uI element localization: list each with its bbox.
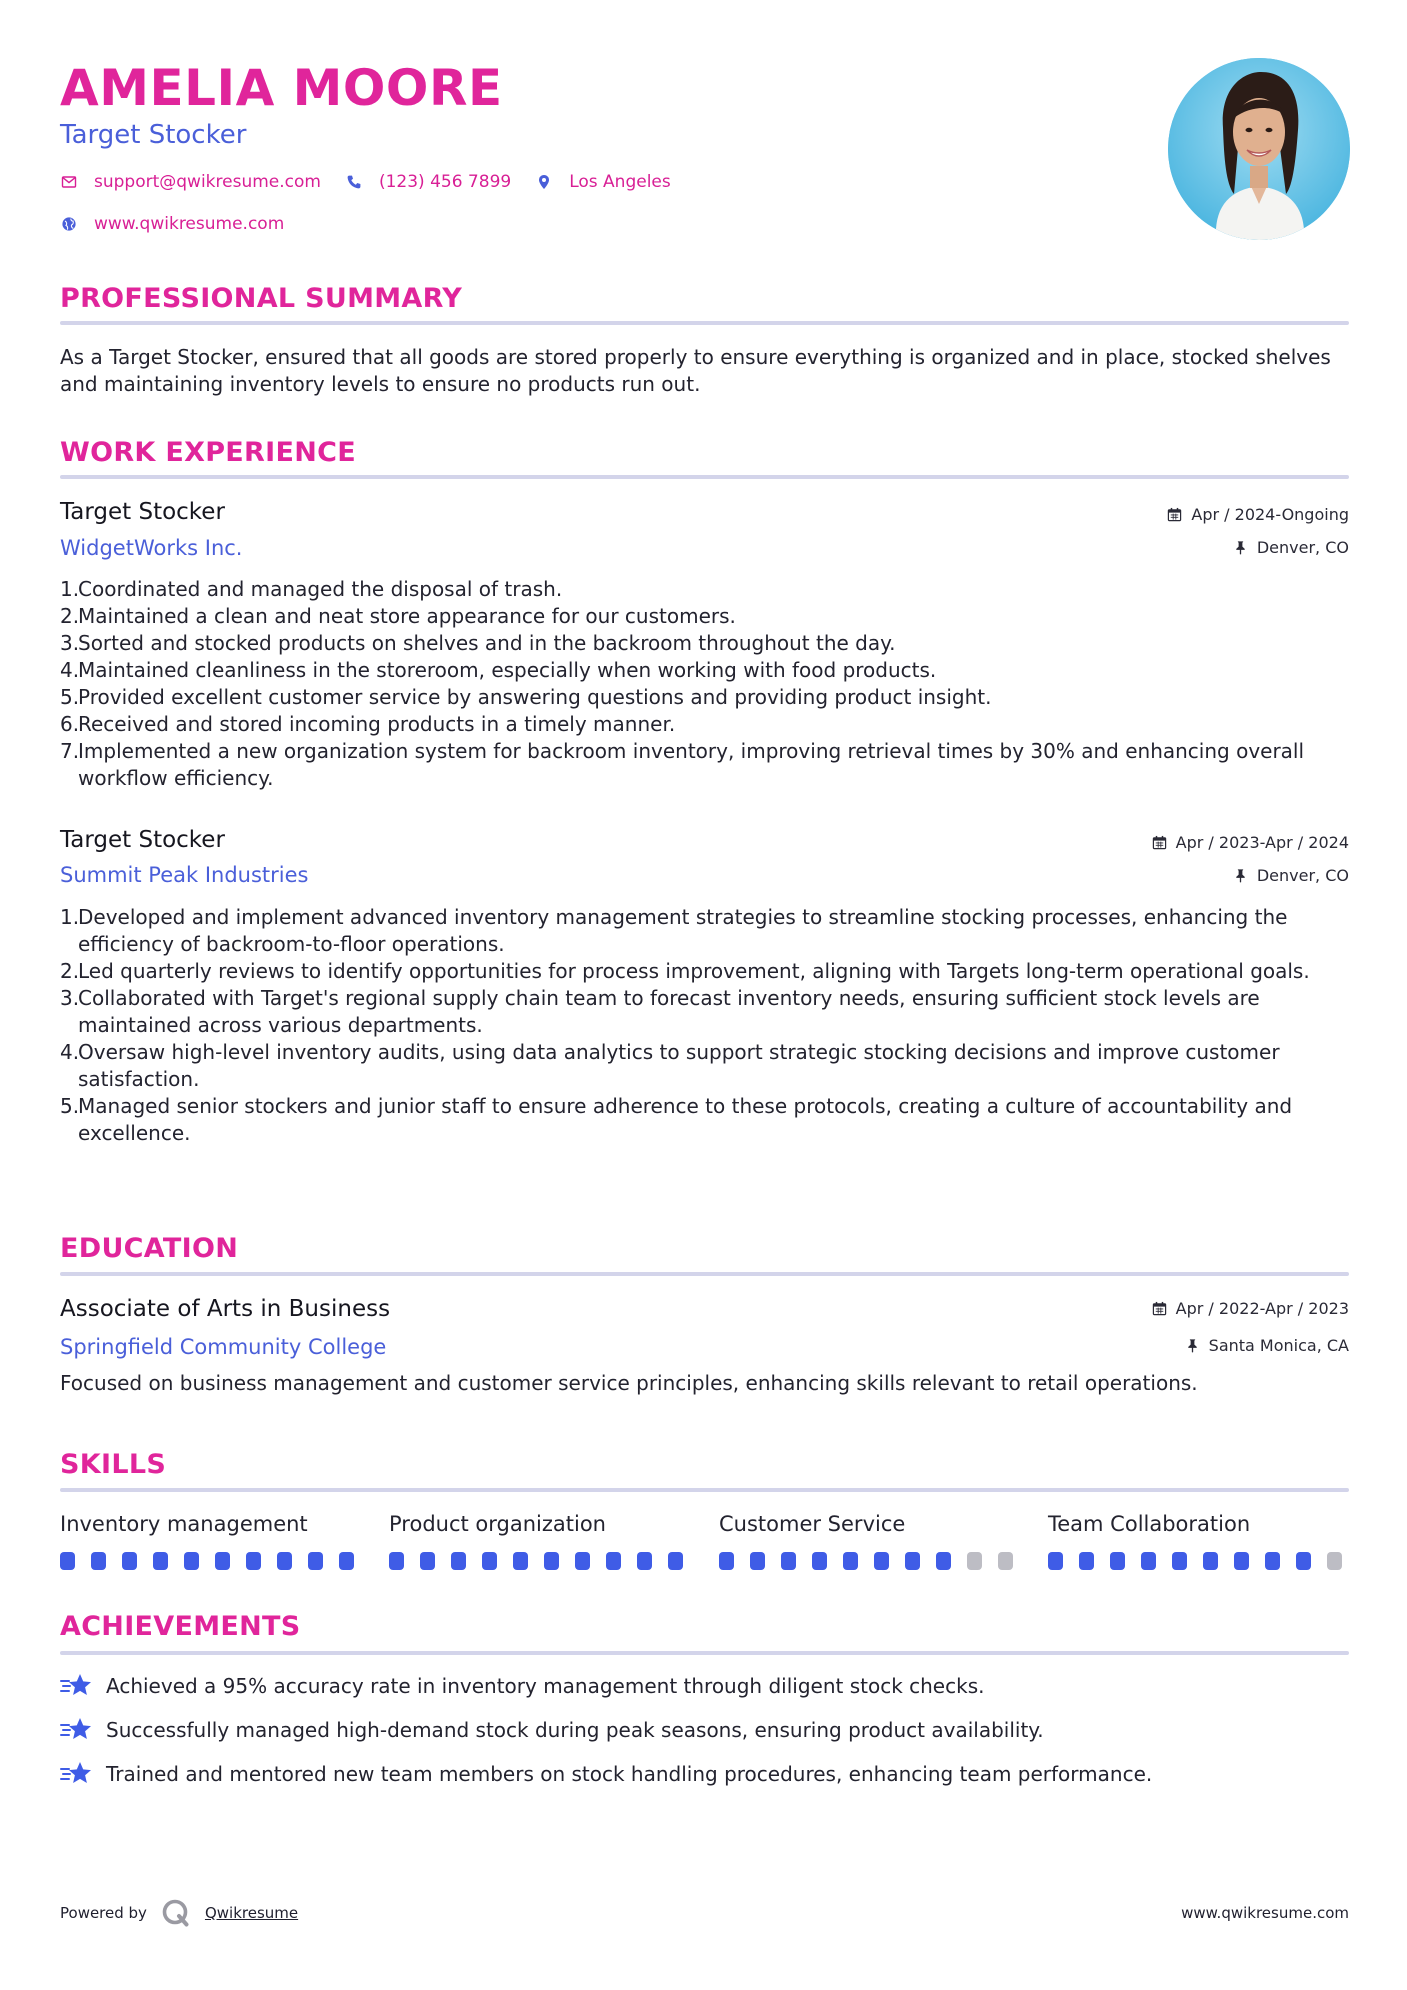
- skill-dot-filled: [843, 1552, 858, 1570]
- brand-link[interactable]: Qwikresume: [204, 1904, 299, 1922]
- list-item: 6. Received and stored incoming products in a timely manner.: [60, 712, 676, 736]
- summary-divider: [60, 321, 1349, 325]
- skill-dot-filled: [812, 1552, 827, 1570]
- achievement-text: Successfully managed high-demand stock during peak seasons, ensuring product availability.: [106, 1717, 1044, 1742]
- contact-location: [535, 172, 671, 192]
- skill-dot-filled: [246, 1552, 261, 1570]
- candidate-name: AMELIA MOORE: [60, 59, 503, 117]
- education-divider: [60, 1272, 1349, 1276]
- achievement-item: [60, 1716, 1044, 1744]
- phone-icon: [345, 173, 363, 191]
- achievements-divider: [60, 1651, 1349, 1655]
- skill-dot-filled: [1265, 1552, 1280, 1570]
- skill-dot-filled: [482, 1552, 497, 1570]
- skill-dot-filled: [513, 1552, 528, 1570]
- skill-dot-filled: [184, 1552, 199, 1570]
- envelope-icon: [60, 173, 78, 191]
- skill-dot-filled: [936, 1552, 951, 1570]
- skill-dot-filled: [1110, 1552, 1125, 1570]
- skill-dot-filled: [637, 1552, 652, 1570]
- skill-dot-filled: [91, 1552, 106, 1570]
- skill-rating: [719, 1552, 1019, 1570]
- skill-rating: [1048, 1552, 1348, 1570]
- skill-dot-filled: [153, 1552, 168, 1570]
- list-item: 3. Sorted and stocked products on shelves and in the backroom throughout the day.: [60, 631, 896, 655]
- summary-heading: PROFESSIONAL SUMMARY: [60, 283, 463, 314]
- skill-dot-empty: [967, 1552, 982, 1570]
- qwikresume-logo-icon: [161, 1898, 191, 1928]
- skill-name: Inventory management: [60, 1512, 308, 1536]
- email-text: support@qwikresume.com: [94, 172, 321, 192]
- skill-dot-empty: [1327, 1552, 1342, 1570]
- skill-item: [389, 1510, 689, 1570]
- skill-dot-filled: [60, 1552, 75, 1570]
- job-responsibilities: [60, 904, 1349, 1147]
- education-dates-text: Apr / 2022-Apr / 2023: [1175, 1299, 1349, 1318]
- skill-dot-empty: [998, 1552, 1013, 1570]
- job-location-text: Denver, CO: [1256, 866, 1349, 885]
- skill-dot-filled: [1203, 1552, 1218, 1570]
- contact-row-primary: [60, 172, 695, 192]
- skill-dot-filled: [750, 1552, 765, 1570]
- degree-title: Associate of Arts in Business: [60, 1296, 391, 1322]
- skill-dot-filled: [1172, 1552, 1187, 1570]
- list-item: 7. Implemented a new organization system for backroom inventory, improving retrieval times by 30% and enhancing overall workflow efficiency.: [60, 739, 1305, 790]
- skill-dot-filled: [215, 1552, 230, 1570]
- star-icon: [60, 1672, 94, 1700]
- list-item: 5. Provided excellent customer service by answering questions and providing product insight.: [60, 685, 992, 709]
- skill-rating: [60, 1552, 360, 1570]
- skill-dot-filled: [308, 1552, 323, 1570]
- skill-name: Team Collaboration: [1048, 1512, 1251, 1536]
- achievements-heading: ACHIEVEMENTS: [60, 1611, 301, 1642]
- pushpin-icon: [1233, 868, 1249, 884]
- skill-dot-filled: [719, 1552, 734, 1570]
- phone-text: (123) 456 7899: [378, 172, 512, 192]
- location-text: Los Angeles: [569, 172, 671, 192]
- skill-dot-filled: [1296, 1552, 1311, 1570]
- skill-dot-filled: [389, 1552, 404, 1570]
- contact-phone[interactable]: [345, 172, 511, 192]
- contact-email[interactable]: [60, 172, 321, 192]
- list-item: 4. Oversaw high-level inventory audits, using data analytics to support strategic stocking decisions and improve customer satisfaction.: [60, 1040, 1280, 1091]
- footer-branding: [60, 1898, 298, 1928]
- summary-text: As a Target Stocker, ensured that all goods are stored properly to ensure everything is organized and in place, stocked shelves and maintaining inventory levels to ensure no products run out.: [60, 345, 1331, 396]
- skill-dot-filled: [668, 1552, 683, 1570]
- experience-divider: [60, 475, 1349, 479]
- skill-dot-filled: [1141, 1552, 1156, 1570]
- education-location: [1185, 1335, 1349, 1357]
- skill-item: [719, 1510, 1019, 1570]
- skill-rating: [389, 1552, 689, 1570]
- job-title: Target Stocker: [60, 827, 225, 853]
- job-dates: [1167, 504, 1349, 526]
- profile-photo: [1168, 58, 1350, 240]
- education-heading: EDUCATION: [60, 1233, 239, 1264]
- pushpin-icon: [1185, 1338, 1201, 1354]
- calendar-icon: [1167, 507, 1183, 523]
- skills-divider: [60, 1488, 1349, 1492]
- achievement-item: [60, 1672, 984, 1700]
- school-name: Springfield Community College: [60, 1335, 387, 1359]
- list-item: 2. Led quarterly reviews to identify opportunities for process improvement, aligning with Targets long-term operational goals.: [60, 959, 1310, 983]
- education-dates: [1152, 1298, 1349, 1320]
- skill-dot-filled: [781, 1552, 796, 1570]
- job-title: Target Stocker: [60, 499, 225, 525]
- skill-dot-filled: [606, 1552, 621, 1570]
- education-description: Focused on business management and customer service principles, enhancing skills relevant to retail operations.: [60, 1371, 1198, 1395]
- star-icon: [60, 1716, 94, 1744]
- website-text: www.qwikresume.com: [94, 214, 285, 234]
- skill-dot-filled: [122, 1552, 137, 1570]
- contact-row-secondary: [60, 214, 308, 234]
- achievement-item: [60, 1760, 1152, 1788]
- job-location: [1233, 865, 1349, 887]
- globe-icon: [60, 215, 78, 233]
- skill-item: [1048, 1510, 1348, 1570]
- powered-by-text: Powered by: [60, 1904, 147, 1922]
- skill-dot-filled: [544, 1552, 559, 1570]
- skill-dot-filled: [874, 1552, 889, 1570]
- skill-name: Customer Service: [719, 1512, 906, 1536]
- achievement-text: Trained and mentored new team members on stock handling procedures, enhancing team performance.: [106, 1761, 1153, 1786]
- calendar-icon: [1152, 835, 1168, 851]
- skill-name: Product organization: [389, 1512, 606, 1536]
- footer-url[interactable]: www.qwikresume.com: [1181, 1904, 1349, 1922]
- skill-item: [60, 1510, 360, 1570]
- star-icon: [60, 1760, 94, 1788]
- job-dates-text: Apr / 2023-Apr / 2024: [1175, 833, 1349, 852]
- skill-dot-filled: [420, 1552, 435, 1570]
- list-item: 3. Collaborated with Target's regional supply chain team to forecast inventory needs, ensuring sufficient stock levels are maintained across various departments.: [60, 986, 1260, 1037]
- list-item: 1. Developed and implement advanced inventory management strategies to streamline stocking processes, enhancing the efficiency of backroom-to-floor operations.: [60, 905, 1288, 956]
- skill-dot-filled: [451, 1552, 466, 1570]
- job-location-text: Denver, CO: [1256, 538, 1349, 557]
- job-company: WidgetWorks Inc.: [60, 536, 243, 560]
- skill-dot-filled: [1079, 1552, 1094, 1570]
- skill-dot-filled: [905, 1552, 920, 1570]
- experience-heading: WORK EXPERIENCE: [60, 437, 356, 468]
- contact-website[interactable]: [60, 214, 284, 234]
- job-responsibilities: [60, 576, 1349, 792]
- list-item: 4. Maintained cleanliness in the storeroom, especially when working with food products.: [60, 658, 937, 682]
- job-dates: [1152, 832, 1349, 854]
- calendar-icon: [1152, 1301, 1168, 1317]
- pushpin-icon: [1233, 540, 1249, 556]
- skills-heading: SKILLS: [60, 1449, 167, 1480]
- skill-dot-filled: [339, 1552, 354, 1570]
- skill-dot-filled: [1234, 1552, 1249, 1570]
- map-pin-icon: [535, 173, 553, 191]
- job-company: Summit Peak Industries: [60, 863, 309, 887]
- achievement-text: Achieved a 95% accuracy rate in inventory management through diligent stock checks.: [106, 1673, 985, 1698]
- list-item: 2. Maintained a clean and neat store appearance for our customers.: [60, 604, 736, 628]
- skill-dot-filled: [1048, 1552, 1063, 1570]
- job-dates-text: Apr / 2024-Ongoing: [1191, 505, 1349, 524]
- skill-dot-filled: [277, 1552, 292, 1570]
- skill-dot-filled: [575, 1552, 590, 1570]
- education-location-text: Santa Monica, CA: [1208, 1336, 1349, 1355]
- list-item: 5. Managed senior stockers and junior staff to ensure adherence to these protocols, creating a culture of accountability and excellence.: [60, 1094, 1293, 1145]
- list-item: 1. Coordinated and managed the disposal of trash.: [60, 577, 563, 601]
- job-location: [1233, 537, 1349, 559]
- candidate-role: Target Stocker: [60, 120, 247, 150]
